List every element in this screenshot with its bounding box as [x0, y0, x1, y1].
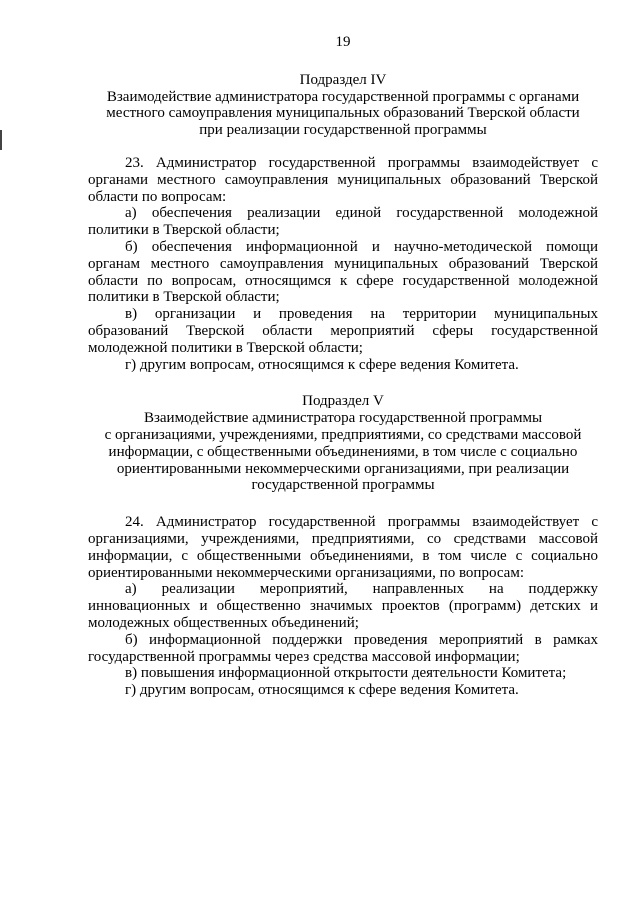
section-v-heading-line: ориентированными некоммерческими организациями, при реализации — [116, 460, 570, 477]
clause-24-item-g: г) другим вопросам, относящимся к сфере ведения Комитета. — [125, 682, 519, 699]
section-v-heading-line: Взаимодействие администратора государственной программы — [143, 410, 543, 427]
section-v-label: Подраздел V — [302, 393, 384, 410]
section-iv-heading-line: при реализации государственной программы — [199, 122, 487, 139]
clause-24-item-a: а) реализации мероприятий, направленных на поддержку инновационных и общественно значимых проектов (программ) детских и молодежных общественных объединений; — [88, 581, 598, 631]
section-iv-label: Подраздел IV — [299, 71, 387, 88]
section-v-heading — [88, 410, 598, 494]
page-number: 19 — [335, 34, 351, 50]
clause-23-item-b: б) обеспечения информационной и научно-методической помощи органам местного самоуправления муниципальных образований Тверской области по вопросам, относящимся к сфере государственной молодежной политики в Тверской области; — [88, 238, 598, 306]
clause-23: 23. Администратор государственной программы взаимодействует с органами местного самоуправления муниципальных образований Тверской области по вопросам: — [88, 154, 598, 205]
clause-24: 24. Администратор государственной программы взаимодействует с организациями, учреждениями, предприятиями, со средствами массовой информации, с общественными объединениями, в том числе с социально ориентированными некоммерческими организациями, по вопросам: — [88, 514, 598, 581]
clause-24-item-v: в) повышения информационной открытости деятельности Комитета; — [125, 665, 567, 682]
scan-margin-mark — [0, 130, 2, 150]
section-v-heading-line: государственной программы — [251, 477, 435, 494]
clause-23-item-a: а) обеспечения реализации единой государственной молодежной политики в Тверской области; — [88, 205, 598, 239]
section-iv-heading-line: местного самоуправления муниципальных образований Тверской области — [106, 105, 580, 122]
clause-23-item-g: г) другим вопросам, относящимся к сфере ведения Комитета. — [125, 356, 519, 373]
document-page — [88, 34, 598, 699]
section-iv-heading-line: Взаимодействие администратора государственной программы с органами — [106, 88, 580, 105]
section-v-heading-line: с организациями, учреждениями, предприятиями, со средствами массовой — [104, 426, 582, 443]
section-iv-heading — [88, 89, 598, 139]
section-v-heading-line: информации, с общественными объединениями, в том числе с социально — [108, 443, 578, 460]
clause-24-item-b: б) информационной поддержки проведения мероприятий в рамках государственной программы через средства массовой информации; — [88, 631, 598, 665]
clause-23-item-v: в) организации и проведения на территории муниципальных образований Тверской области мероприятий сферы государственной молодежной политики в Тверской области; — [88, 306, 598, 356]
